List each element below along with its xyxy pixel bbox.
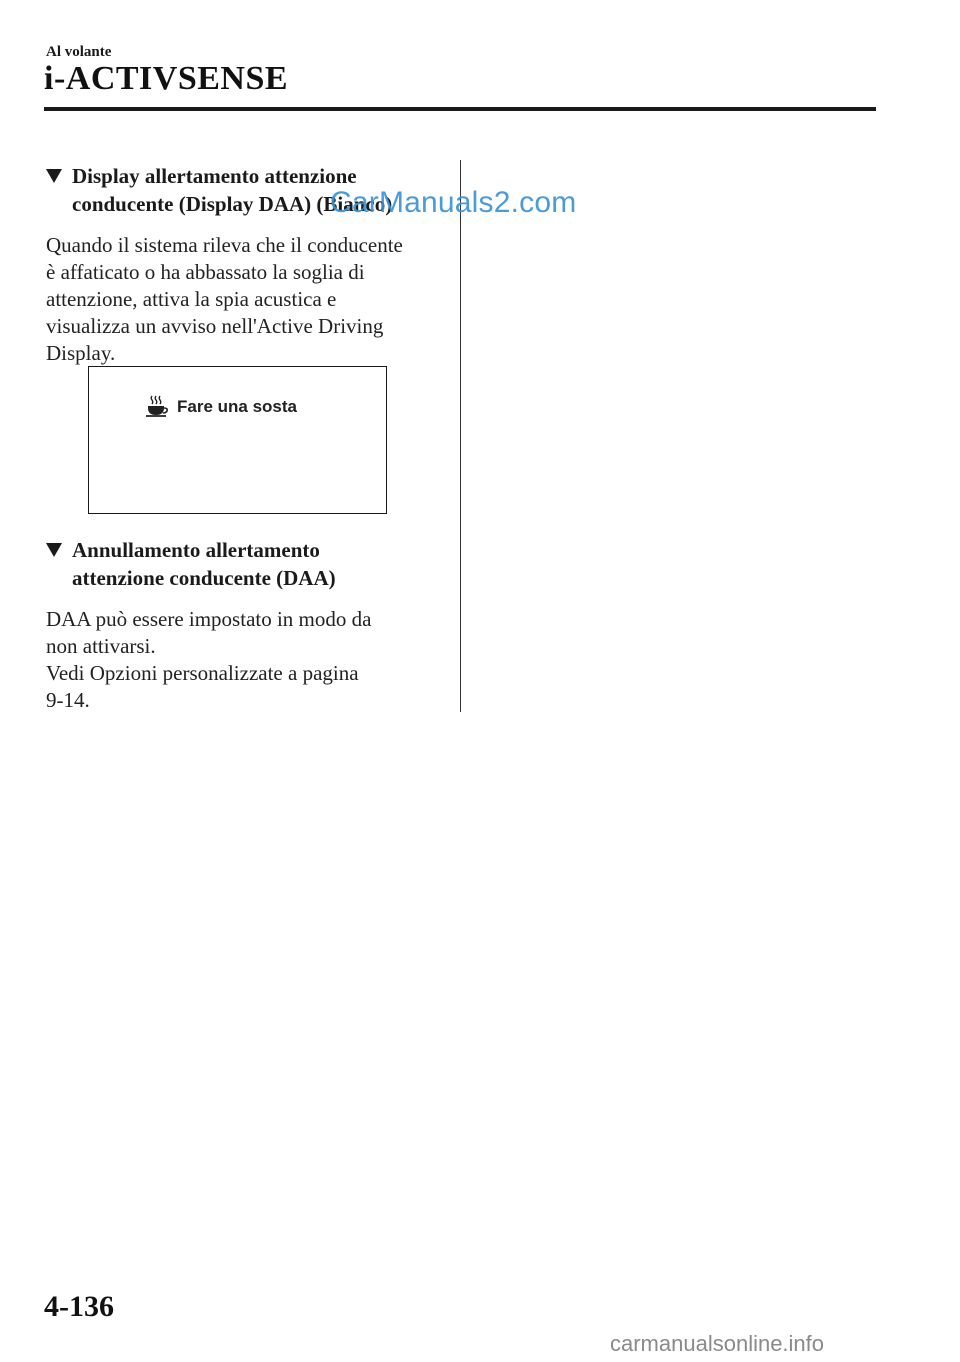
section-heading: Display allertamento attenzione conducente (Display DAA) (Bianco) [46, 162, 446, 218]
site-watermark: carmanualsonline.info [610, 1331, 825, 1356]
display-message: Fare una sosta [145, 395, 297, 419]
chapter-title: i-ACTIVSENSE [44, 60, 289, 97]
section-body: DAA può essere impostato in modo da non attivarsi. Vedi Opzioni personalizzate a pagina 9-14. [46, 607, 372, 712]
watermark: CarManuals2.com [330, 186, 577, 219]
section-cancel-daa [46, 536, 446, 714]
section-heading: Annullamento allertamento attenzione conducente (DAA) [46, 536, 446, 592]
column-divider [460, 160, 461, 712]
coffee-cup-icon [145, 395, 169, 419]
header-rule [44, 107, 876, 111]
active-driving-display-illustration [88, 366, 387, 514]
triangle-bullet-icon [46, 543, 62, 557]
chapter-label: Al volante [46, 44, 112, 60]
triangle-bullet-icon [46, 169, 62, 183]
page-number: 4-136 [44, 1290, 114, 1323]
section-body: Quando il sistema rileva che il conducente è affaticato o ha abbassato la soglia di attenzione, attiva la spia acustica e visualizza un avviso nell'Active Driving Display. [46, 233, 403, 365]
